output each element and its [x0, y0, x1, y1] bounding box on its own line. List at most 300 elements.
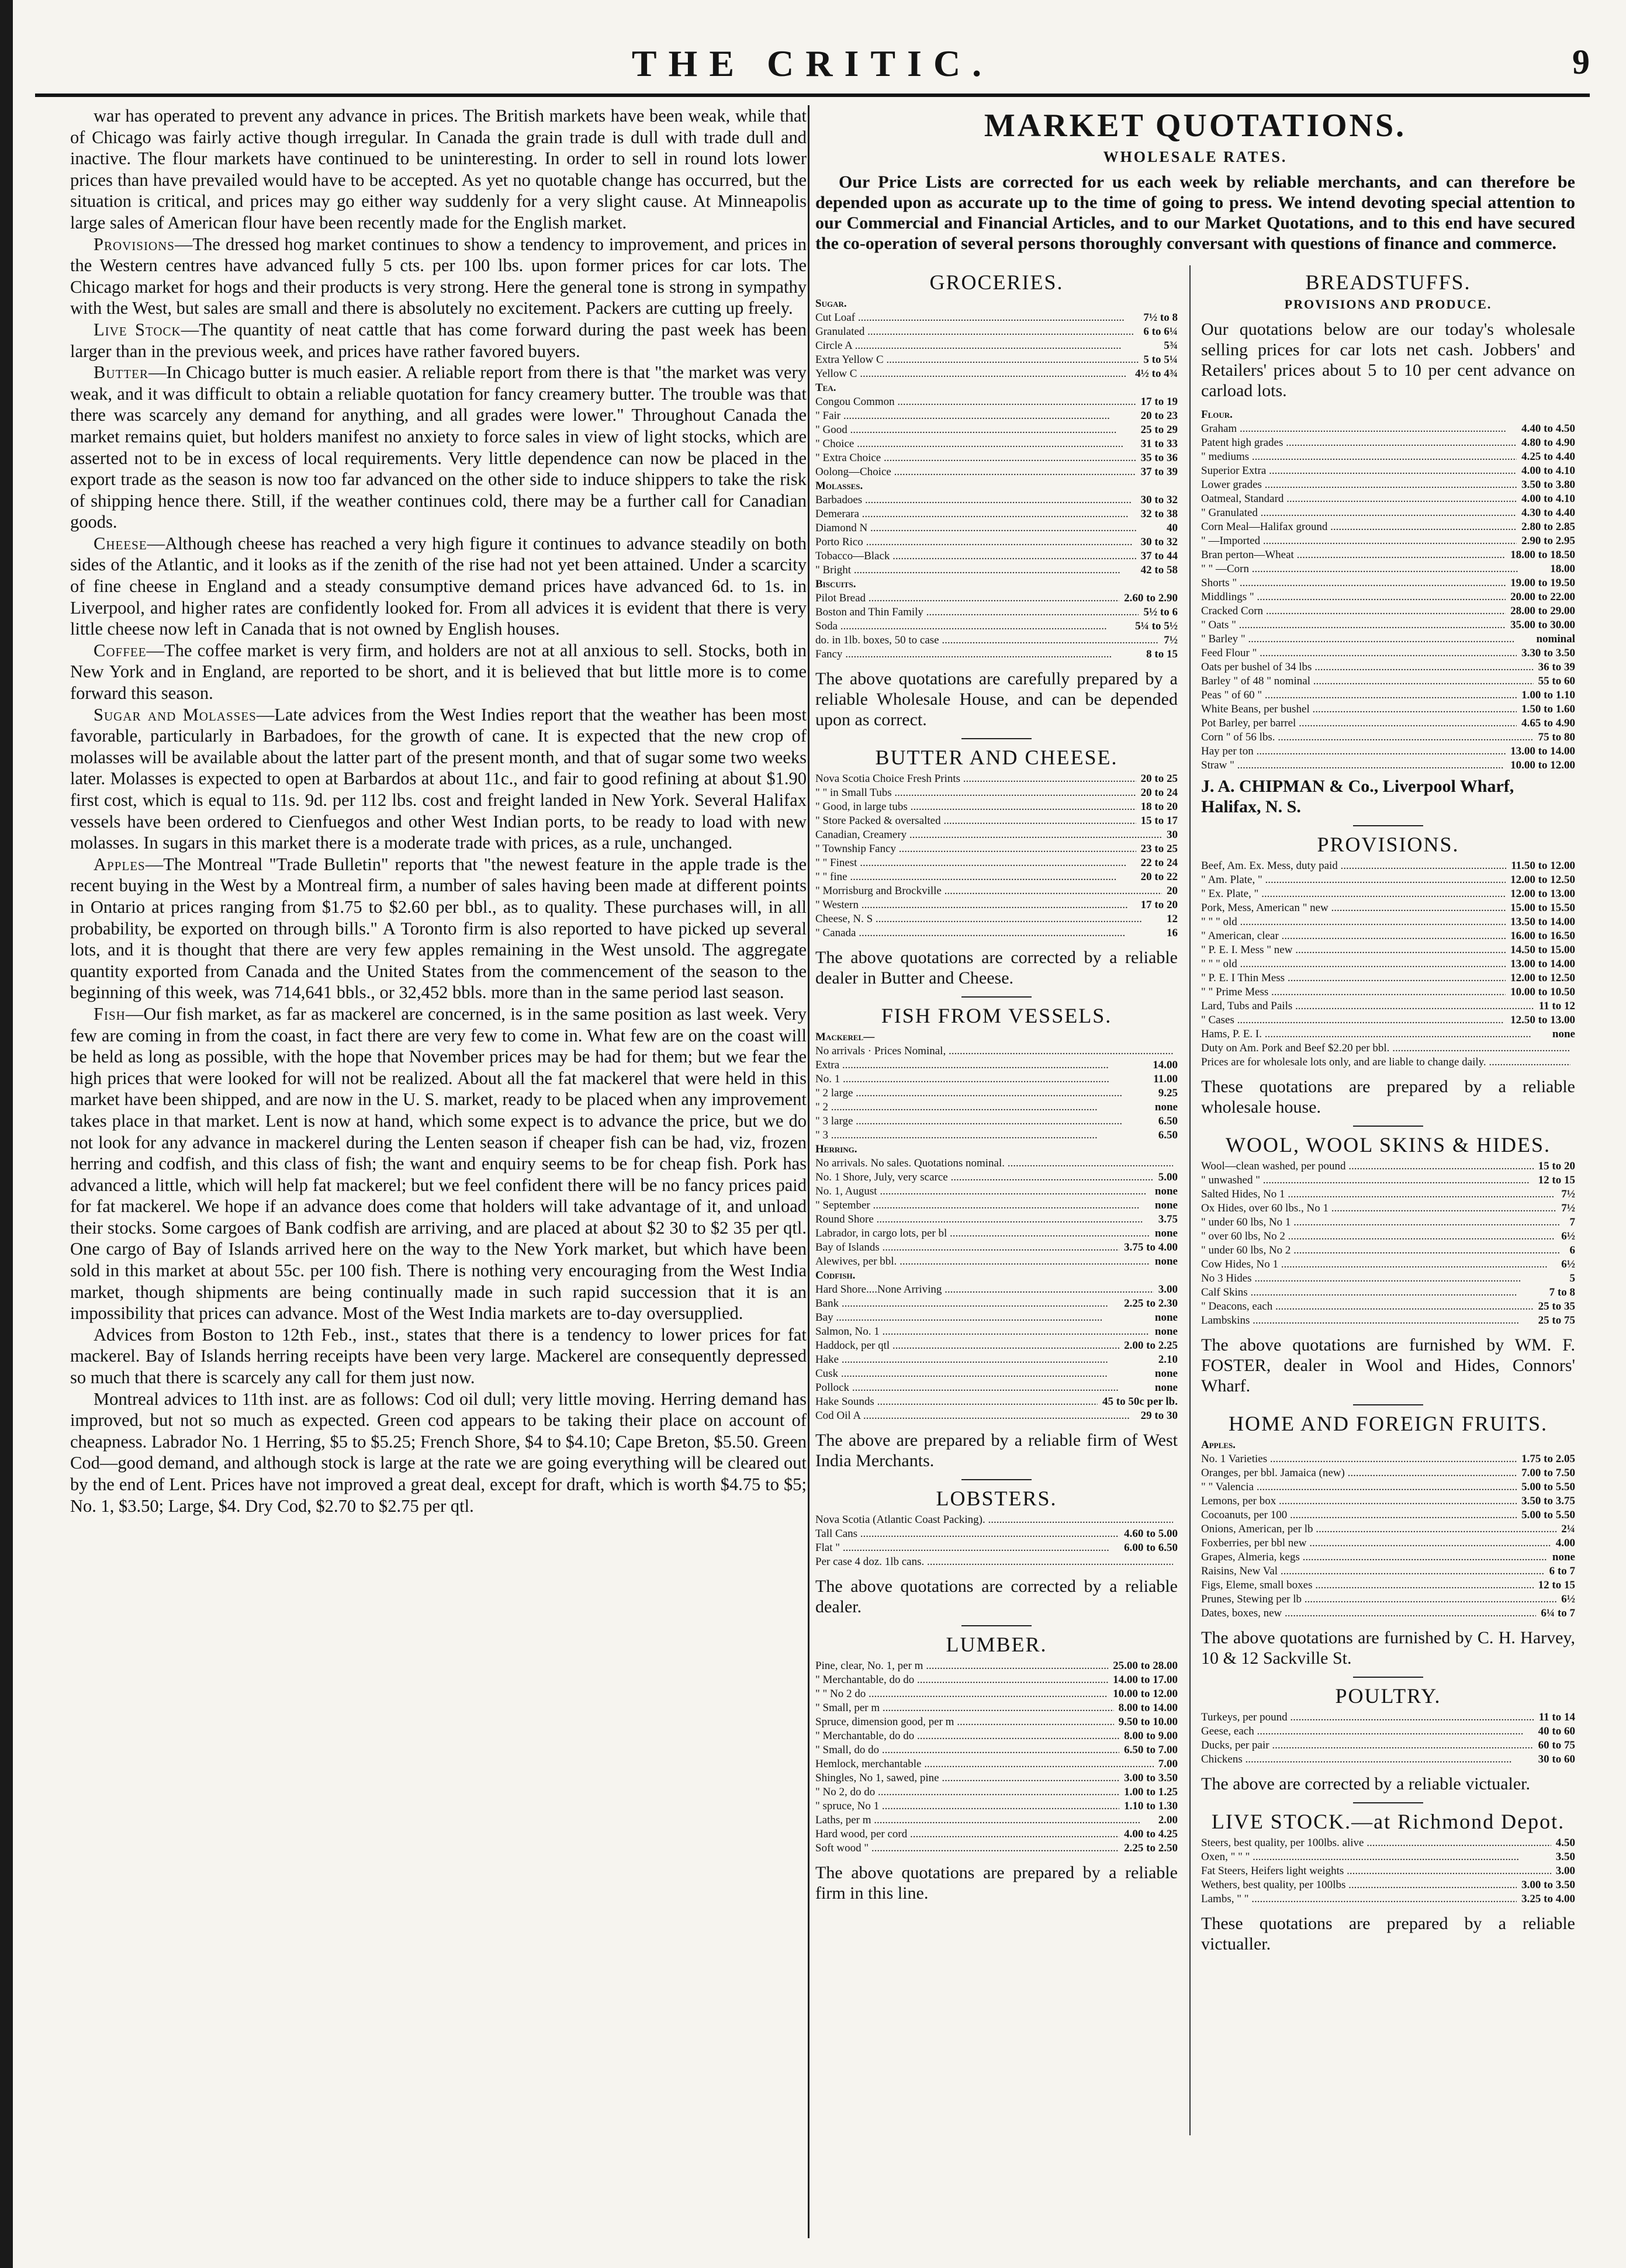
price-row — [1201, 1753, 1575, 1767]
price-item: Cod Oil A ..... — [815, 1409, 1136, 1423]
price-row — [1201, 464, 1575, 478]
quotations-left-subcolumn — [815, 265, 1178, 2135]
price-row — [815, 1715, 1178, 1729]
price-row — [815, 1339, 1178, 1353]
price-row — [1201, 1480, 1575, 1494]
price-item: Cusk ..... — [815, 1367, 1150, 1381]
price-value: 4½ to 4¾ — [1135, 368, 1178, 380]
price-value: 25.00 to 28.00 — [1113, 1660, 1178, 1672]
price-item: " Morrisburg and Brockville ..... — [815, 884, 1162, 898]
price-row — [1201, 436, 1575, 450]
price-item: " Am. Plate, " ..... — [1201, 873, 1506, 887]
price-value: 7 — [1569, 1216, 1575, 1228]
price-item: Canadian, Creamery ..... — [815, 828, 1162, 842]
fruits-section — [1201, 1404, 1575, 1668]
price-item: " unwashed " ..... — [1201, 1173, 1534, 1187]
price-item: No arrivals · Prices Nominal, ..... — [815, 1044, 1173, 1058]
price-item: Pork, Mess, American " new ..... — [1201, 901, 1506, 915]
price-item: Nova Scotia Choice Fresh Prints ..... — [815, 772, 1136, 786]
price-item: Hams, P. E. I. ..... — [1201, 1027, 1548, 1041]
price-item: Oolong—Choice ..... — [815, 465, 1136, 479]
price-row — [815, 423, 1178, 437]
price-item: Oranges, per bbl. Jamaica (new) ..... — [1201, 1466, 1517, 1480]
price-item: Pine, clear, No. 1, per m ..... — [815, 1659, 1108, 1673]
price-row — [815, 549, 1178, 563]
price-item: " " —Corn ..... — [1201, 562, 1545, 576]
price-value: 9.50 to 10.00 — [1118, 1716, 1178, 1728]
price-value — [1570, 1055, 1575, 1069]
price-row — [1201, 716, 1575, 730]
paragraph-lead: Provisions — [94, 234, 175, 254]
price-item: Bay ..... — [815, 1311, 1150, 1325]
price-row — [1201, 450, 1575, 464]
price-row — [1201, 548, 1575, 562]
price-value: 3.50 to 3.80 — [1521, 479, 1575, 491]
page-number: 9 — [1572, 43, 1590, 81]
price-row — [815, 311, 1178, 325]
price-row — [1201, 1055, 1575, 1069]
column-divider — [808, 105, 809, 2238]
price-value: 2¼ — [1561, 1523, 1575, 1535]
price-item: Hard wood, per cord ..... — [815, 1827, 1119, 1841]
price-value: 20 — [1167, 885, 1178, 897]
price-value: 1.00 to 1.10 — [1521, 689, 1575, 701]
price-value: 40 to 60 — [1538, 1725, 1575, 1737]
price-row — [815, 1171, 1178, 1185]
price-item: Porto Rico ..... — [815, 535, 1136, 549]
price-value: 10.00 to 10.50 — [1510, 986, 1575, 998]
price-item: Pot Barley, per barrel ..... — [1201, 716, 1517, 730]
price-value: 16.00 to 16.50 — [1510, 930, 1575, 942]
market-quotations-column — [815, 105, 1575, 2238]
page-spine-shadow — [0, 0, 13, 2268]
price-item: " Choice ..... — [815, 437, 1136, 451]
price-value: 20.00 to 22.00 — [1510, 591, 1575, 603]
section-rule — [1353, 1404, 1423, 1405]
price-value: 4.65 to 4.90 — [1521, 717, 1575, 729]
price-row — [1201, 873, 1575, 887]
price-item: " " No 2 do ..... — [815, 1687, 1108, 1701]
price-item: " mediums ..... — [1201, 450, 1517, 464]
price-value: 28.00 to 29.00 — [1510, 605, 1575, 617]
price-value: 4.40 to 4.50 — [1521, 423, 1575, 435]
section-rule — [1353, 825, 1423, 826]
poultry-section — [1201, 1677, 1575, 1794]
price-value: 7½ — [1561, 1188, 1575, 1200]
price-value — [1173, 1513, 1178, 1527]
price-item: Corn Meal—Halifax ground ..... — [1201, 520, 1517, 534]
price-item: " 2 large ..... — [815, 1086, 1154, 1100]
price-item: Duty on Am. Pork and Beef $2.20 per bbl. ..... — [1201, 1041, 1570, 1055]
price-value: 30 to 60 — [1538, 1753, 1575, 1765]
price-item: Corn " of 56 lbs. ..... — [1201, 730, 1534, 745]
price-item: Barbadoes ..... — [815, 493, 1136, 507]
price-item: Congou Common ..... — [815, 395, 1136, 409]
wool-heading: WOOL, WOOL SKINS & HIDES. — [1226, 1133, 1551, 1156]
price-value: 14.00 — [1153, 1059, 1178, 1071]
price-row — [815, 1771, 1178, 1785]
fruits-note: The above quotations are furnished by C. H. Harvey, 10 & 12 Sackville St. — [1201, 1628, 1575, 1668]
price-item: Soda ..... — [815, 619, 1130, 633]
price-value: 5.00 — [1158, 1171, 1178, 1183]
price-row — [815, 605, 1178, 619]
price-row — [1201, 534, 1575, 548]
price-item: " P. E. I. Mess " new ..... — [1201, 943, 1506, 957]
paragraph-lead: Live Stock — [94, 319, 181, 340]
price-row — [815, 465, 1178, 479]
price-value: 3.75 to 4.00 — [1124, 1241, 1178, 1254]
price-row — [1201, 1244, 1575, 1258]
price-value: none — [1154, 1311, 1178, 1324]
price-item: do. in 1lb. boxes, 50 to case ..... — [815, 633, 1159, 647]
price-row — [815, 772, 1178, 786]
price-row — [1201, 759, 1575, 773]
price-value: 2.25 to 2.50 — [1124, 1842, 1178, 1854]
price-value: 7½ — [1561, 1202, 1575, 1214]
price-value: 6 to 6¼ — [1143, 326, 1178, 338]
price-item: Prices are for wholesale lots only, and are liable to change daily. ..... — [1201, 1055, 1570, 1069]
price-item: " Oats " ..... — [1201, 618, 1506, 632]
price-row — [815, 1199, 1178, 1213]
price-value: 3.50 — [1555, 1851, 1575, 1863]
price-item: Bay of Islands ..... — [815, 1241, 1119, 1255]
price-value: 4.60 to 5.00 — [1124, 1528, 1178, 1540]
price-value: 25 to 75 — [1538, 1314, 1575, 1327]
price-item: " Merchantable, do do ..... — [815, 1729, 1119, 1743]
price-item: Figs, Eleme, small boxes ..... — [1201, 1578, 1534, 1592]
price-row — [1201, 1258, 1575, 1272]
price-item: Fancy ..... — [815, 647, 1141, 662]
price-value: 6¼ to 7 — [1541, 1607, 1575, 1619]
price-row — [1201, 1550, 1575, 1564]
price-row — [815, 507, 1178, 521]
price-row — [815, 1213, 1178, 1227]
price-row — [815, 563, 1178, 577]
price-item: Laths, per m ..... — [815, 1813, 1154, 1827]
price-item: Pilot Bread ..... — [815, 591, 1119, 605]
price-row — [1201, 646, 1575, 660]
price-value: 18.00 to 18.50 — [1510, 549, 1575, 561]
price-value: 3.00 — [1555, 1865, 1575, 1877]
section-rule — [961, 1625, 1032, 1626]
commentary-paragraph: Montreal advices to 11th inst. are as follows: Cod oil dull; very little moving. Herring demand has improved, but not so much as expected. Green cod appears to be taking their place on account of cheapness. Labrador No. 1 Herring, $5 to $5.25; French Shore, $4 to $4.10; Cape Breton, $5.50. Green Cod—good demand, and although stock is large at the rate we are going everything will be cleared out by the end of Lent. Prices have not improved a great deal, except for draft, which is worth $4.75 to $5; No. 1, $3.50; Large, $4. Dry Cod, $2.70 to $2.75 per qtl. — [70, 1388, 807, 1516]
price-row — [815, 1100, 1178, 1114]
price-item: " Small, per m ..... — [815, 1701, 1114, 1715]
market-quotations-title: MARKET QUOTATIONS. — [984, 108, 1407, 144]
price-item: Tall Cans ..... — [815, 1527, 1119, 1541]
lobsters-note: The above quotations are corrected by a reliable dealer. — [815, 1577, 1178, 1616]
newspaper-title: THE CRITIC. — [631, 43, 994, 84]
price-item: " " Finest ..... — [815, 856, 1136, 870]
price-row — [815, 1701, 1178, 1715]
price-category: Molasses. — [815, 480, 863, 492]
price-value: 12 to 15 — [1538, 1174, 1575, 1186]
price-item: Cracked Corn ..... — [1201, 604, 1506, 618]
price-row — [815, 1227, 1178, 1241]
price-item: " Canada ..... — [815, 926, 1162, 940]
price-value: 3.30 to 3.50 — [1521, 647, 1575, 659]
price-value: 1.00 to 1.25 — [1124, 1786, 1178, 1798]
price-row — [1201, 1027, 1575, 1041]
price-item: Hay per ton ..... — [1201, 745, 1506, 759]
provisions-note: These quotations are prepared by a reliable wholesale house. — [1201, 1077, 1575, 1117]
price-value: 20 to 22 — [1140, 871, 1178, 883]
price-value: 1.75 to 2.05 — [1521, 1453, 1575, 1465]
quotation-subcolumns — [815, 265, 1575, 2135]
lumber-section — [815, 1625, 1178, 1903]
price-item: Beef, Am. Ex. Mess, duty paid ..... — [1201, 859, 1506, 873]
price-row — [1201, 957, 1575, 971]
groceries-heading: GROCERIES. — [929, 271, 1064, 294]
price-value: nominal — [1536, 633, 1575, 645]
price-value: 20 to 24 — [1140, 787, 1178, 799]
price-row — [815, 1687, 1178, 1701]
fruits-heading: HOME AND FOREIGN FRUITS. — [1228, 1412, 1548, 1435]
price-row — [815, 1729, 1178, 1743]
price-row — [1201, 520, 1575, 534]
price-row — [815, 325, 1178, 339]
section-rule — [1353, 1126, 1423, 1127]
price-value: 37 to 44 — [1140, 550, 1178, 562]
price-row — [1201, 576, 1575, 590]
price-item: " Good, in large tubs ..... — [815, 800, 1136, 814]
price-row — [1201, 1578, 1575, 1592]
poultry-note: The above are corrected by a reliable victualer. — [1201, 1774, 1531, 1793]
wool-note: The above quotations are furnished by WM. F. FOSTER, dealer in Wool and Hides, Connors' Wharf. — [1201, 1335, 1575, 1396]
price-row — [815, 1325, 1178, 1339]
provisions-heading: PROVISIONS. — [1317, 833, 1459, 856]
price-row — [1201, 422, 1575, 436]
price-value: 6½ — [1561, 1230, 1575, 1242]
price-row — [815, 1757, 1178, 1771]
price-value: 14.50 to 15.00 — [1510, 944, 1575, 956]
price-row — [815, 1743, 1178, 1757]
price-item: Foxberries, per bbl new ..... — [1201, 1536, 1551, 1550]
commentary-paragraph: Fish—Our fish market, as far as mackerel are concerned, is in the same position as last week. Very few are coming in from the coast, in fact there are very few to come in. What few are on the coast will be held as long as possible, with the hope that November prices may be had for them; but we fear the high prices that were looked for will not be realized. About all the fat mackerel that were held in this market have been shipped, and are now in the U. S. market, ready to be placed when any improvement takes place in that market. Lent is now at hand, which some expect is to advance the price, but we do not look for any advance in mackerel during the Lenten season if cheaper fish can be had, viz, frozen herring and codfish, and this class of fish; the want and enquiry seems to be for cheap fish. Pork has advanced a little, which will help fat mackerel; but we feel confident there will be no fancy prices paid for fat mackerel. We hope if an advance does come that holders will take advantage of it, and unload their stocks. Some cargoes of Bank codfish are arriving, and are placed at about $2 30 to $2 35 per qtl. One cargo of Bay of Islands arrived here on the way to the New York market, but which have been sold in this market at about 55c. per 100 fish. There is nothing very encouraging from the West India market, though shipments are being continually made in such rapid succession that it is an impossibility that prices can advance. Most of the West India markets are to-day oversupplied. — [70, 1003, 807, 1324]
price-value: none — [1154, 1227, 1178, 1239]
price-item: Circle A ..... — [815, 339, 1159, 353]
price-row — [1201, 887, 1575, 901]
price-item: Ducks, per pair ..... — [1201, 1739, 1534, 1753]
price-item: Soft wood " ..... — [815, 1841, 1119, 1855]
price-item: " 3 large ..... — [815, 1114, 1154, 1128]
price-item: Shingles, No 1, sawed, pine ..... — [815, 1771, 1119, 1785]
breadstuffs-subheading: PROVISIONS AND PRODUCE. — [1284, 297, 1492, 311]
price-value: 35.00 to 30.00 — [1510, 619, 1575, 631]
price-item: Prunes, Stewing per lb ..... — [1201, 1592, 1556, 1606]
price-row — [1201, 674, 1575, 688]
price-row — [815, 1058, 1178, 1072]
price-row — [1201, 1522, 1575, 1536]
price-value: 55 to 60 — [1538, 675, 1575, 687]
price-value: 5.00 to 5.50 — [1521, 1509, 1575, 1521]
price-row — [815, 1255, 1178, 1269]
price-row — [1201, 1606, 1575, 1621]
price-item: No arrivals. No sales. Quotations nominal. ..... — [815, 1156, 1173, 1171]
price-value — [1570, 1041, 1575, 1055]
price-row — [815, 395, 1178, 409]
price-row — [815, 1395, 1178, 1409]
price-row — [815, 437, 1178, 451]
price-value: 22 to 24 — [1140, 857, 1178, 869]
price-value: none — [1154, 1101, 1178, 1113]
paragraph-lead: Cheese — [94, 533, 147, 553]
price-value: 20 to 23 — [1140, 410, 1178, 422]
breadstuffs-section — [1201, 270, 1575, 817]
price-row — [1201, 1041, 1575, 1055]
price-item: " 2 ..... — [815, 1100, 1150, 1114]
price-row — [815, 856, 1178, 870]
price-item: " under 60 lbs, No 2 ..... — [1201, 1244, 1565, 1258]
price-item: Extra ..... — [815, 1058, 1148, 1072]
price-value: 30 to 32 — [1140, 494, 1178, 506]
price-row — [815, 912, 1178, 926]
price-item: Raisins, New Val ..... — [1201, 1564, 1545, 1578]
price-item: Cow Hides, No 1 ..... — [1201, 1258, 1556, 1272]
price-row — [815, 1827, 1178, 1841]
price-item: " —Imported ..... — [1201, 534, 1517, 548]
price-item: " Cases ..... — [1201, 1013, 1506, 1027]
price-item: Alewives, per bbl. ..... — [815, 1255, 1150, 1269]
price-value: 23 to 25 — [1140, 843, 1178, 855]
price-value: 18 to 20 — [1140, 801, 1178, 813]
price-row — [1201, 971, 1575, 985]
price-value: 25 to 29 — [1140, 424, 1178, 436]
price-item: Round Shore ..... — [815, 1213, 1154, 1227]
price-row — [815, 884, 1178, 898]
price-item: " " Valencia ..... — [1201, 1480, 1517, 1494]
price-value: none — [1154, 1325, 1178, 1338]
price-value: 45 to 50c per lb. — [1102, 1396, 1178, 1408]
price-item: Grapes, Almeria, kegs ..... — [1201, 1550, 1548, 1564]
section-rule — [1353, 1677, 1423, 1678]
price-item: Hake ..... — [815, 1353, 1154, 1367]
price-row — [1201, 1564, 1575, 1578]
butter-cheese-heading: BUTTER AND CHEESE. — [875, 746, 1118, 769]
price-row — [1201, 943, 1575, 957]
price-row — [1201, 702, 1575, 716]
price-row — [815, 1409, 1178, 1423]
price-item: Dates, boxes, new ..... — [1201, 1606, 1536, 1621]
price-value: 31 to 33 — [1140, 438, 1178, 450]
price-item: " Granulated ..... — [1201, 506, 1517, 520]
price-row — [815, 1541, 1178, 1555]
price-item: " over 60 lbs, No 2 ..... — [1201, 1230, 1556, 1244]
price-value: none — [1552, 1551, 1575, 1563]
price-value: 2.00 — [1158, 1814, 1178, 1826]
paragraph-lead: Coffee — [94, 640, 147, 660]
price-item: Lower grades ..... — [1201, 478, 1517, 492]
commentary-paragraph: Live Stock—The quantity of neat cattle that has come forward during the past week has been larger than in the previous week, and prices have rather favored buyers. — [70, 319, 807, 361]
price-row — [815, 786, 1178, 800]
price-item: Oatmeal, Standard ..... — [1201, 492, 1517, 506]
price-item: Feed Flour " ..... — [1201, 646, 1517, 660]
price-value — [1173, 1555, 1178, 1569]
subcolumn-divider — [1189, 265, 1191, 2135]
price-row — [1201, 1878, 1575, 1892]
price-item: Patent high grades ..... — [1201, 436, 1517, 450]
price-value: 6.50 — [1158, 1115, 1178, 1127]
price-value: 6½ — [1561, 1593, 1575, 1605]
price-value: 2.60 to 2.90 — [1124, 592, 1178, 604]
price-row — [1201, 1272, 1575, 1286]
price-item: White Beans, per bushel ..... — [1201, 702, 1517, 716]
price-value: 11 to 12 — [1538, 1000, 1575, 1012]
price-row — [815, 1513, 1178, 1527]
price-row — [815, 842, 1178, 856]
price-value: 8.00 to 9.00 — [1124, 1730, 1178, 1742]
wholesale-rates-subtitle: WHOLESALE RATES. — [1103, 148, 1288, 165]
price-row — [815, 591, 1178, 605]
price-value: none — [1154, 1199, 1178, 1211]
price-item: " " " old ..... — [1201, 957, 1506, 971]
price-row — [1201, 1187, 1575, 1201]
price-item: Diamond N ..... — [815, 521, 1162, 535]
price-value: 12.00 to 12.50 — [1510, 874, 1575, 886]
price-item: Nova Scotia (Atlantic Coast Packing). ..... — [815, 1513, 1173, 1527]
price-row — [1201, 915, 1575, 929]
price-row — [815, 521, 1178, 535]
price-row — [815, 1527, 1178, 1541]
commentary-paragraph: Coffee—The coffee market is very firm, and holders are not at all anxious to sell. Stocks, both in New York and in England, are reported to be short, and it is believed that but little more is to come forward this season. — [70, 640, 807, 704]
breadstuffs-intro: Our quotations below are our today's wholesale selling prices for car lots net cash. Jobbers' and Retailers' prices about 5 to 10 per cent advance on carload lots. — [1201, 320, 1575, 400]
price-item: " Ex. Plate, " ..... — [1201, 887, 1506, 901]
price-category: Biscuits. — [815, 578, 856, 590]
price-value: 1.10 to 1.30 — [1124, 1800, 1178, 1812]
commentary-paragraph: Advices from Boston to 12th Feb., inst., states that there is a tendency to lower prices for fat mackerel. Bay of Islands herring receipts have been very large. Mackerel are consequently depressed so much that there is scarcely any call for them just now. — [70, 1324, 807, 1388]
price-item: Tobacco—Black ..... — [815, 549, 1136, 563]
price-value: 15 to 20 — [1538, 1160, 1575, 1172]
price-value: 32 to 38 — [1140, 508, 1178, 520]
price-row — [1201, 478, 1575, 492]
price-row — [815, 1086, 1178, 1100]
price-row — [1201, 999, 1575, 1013]
price-value: 13.00 to 14.00 — [1510, 958, 1575, 970]
price-row — [1201, 1850, 1575, 1864]
paragraph-lead: Sugar and Molasses — [94, 704, 257, 725]
price-row — [815, 1353, 1178, 1367]
price-value: 8 to 15 — [1146, 648, 1178, 660]
price-row — [1201, 1173, 1575, 1187]
price-value: 4.00 to 4.25 — [1124, 1828, 1178, 1840]
price-row — [815, 1555, 1178, 1569]
price-item: Graham ..... — [1201, 422, 1517, 436]
live-stock-section — [1201, 1802, 1575, 1954]
live-stock-note: These quotations are prepared by a reliable victualler. — [1201, 1914, 1575, 1954]
price-value: 7.00 — [1158, 1758, 1178, 1770]
breadstuffs-heading: BREADSTUFFS. — [1305, 271, 1471, 294]
price-row — [1201, 1494, 1575, 1508]
price-item: " Barley " ..... — [1201, 632, 1531, 646]
price-value: 2.00 to 2.25 — [1124, 1339, 1178, 1352]
price-row — [815, 451, 1178, 465]
price-row — [815, 367, 1178, 381]
price-value: 12.00 to 13.00 — [1510, 888, 1575, 900]
price-value: 11.50 to 12.00 — [1511, 860, 1575, 872]
price-row — [1201, 1739, 1575, 1753]
price-value: 18.00 — [1550, 563, 1575, 575]
price-item: " Small, do do ..... — [815, 1743, 1119, 1757]
price-value: 5 to 5¼ — [1143, 354, 1178, 366]
price-row — [815, 926, 1178, 940]
groceries-note: The above quotations are carefully prepared by a reliable Wholesale House, and can be depended upon as correct. — [815, 669, 1178, 729]
price-item: " Extra Choice ..... — [815, 451, 1136, 465]
price-value: 19.00 to 19.50 — [1510, 577, 1575, 589]
price-row — [1201, 562, 1575, 576]
price-row — [1201, 1725, 1575, 1739]
price-value: 12.00 to 12.50 — [1510, 972, 1575, 984]
price-value: 4.00 to 4.10 — [1521, 493, 1575, 505]
